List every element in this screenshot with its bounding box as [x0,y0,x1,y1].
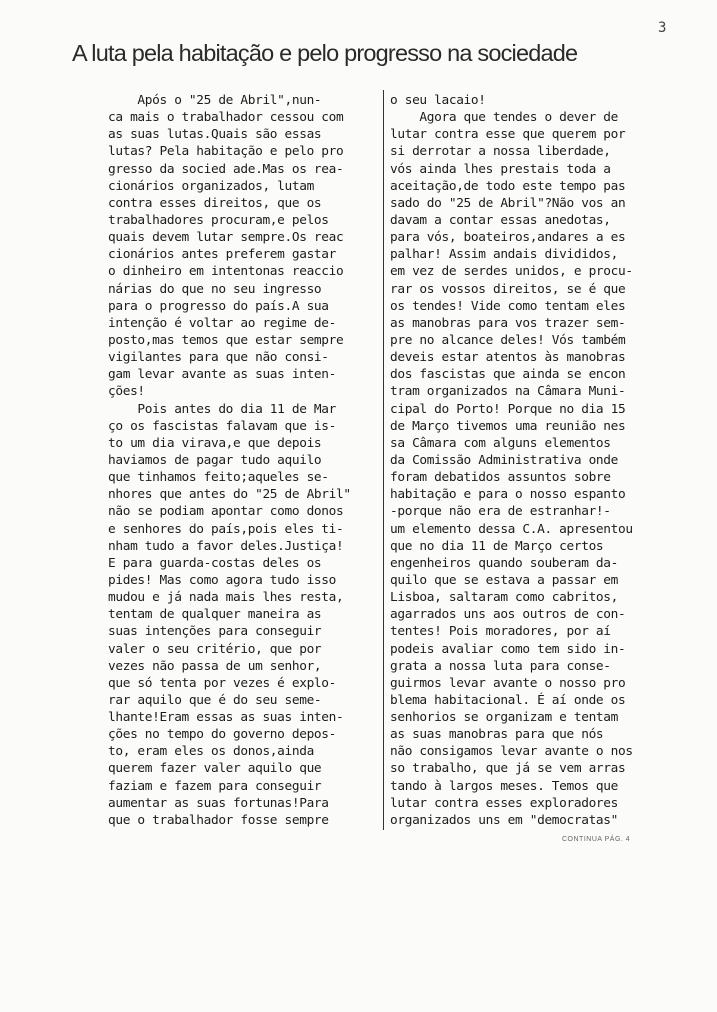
text-line: gresso da socied ade.Mas os rea- [108,161,344,177]
text-line: guirmos levar avante o nosso pro [390,675,626,691]
text-line: blema habitacional. É aí onde os [390,692,626,708]
text-line: lhante!Eram essas as suas inten- [108,710,344,726]
text-line: tram organizados na Câmara Muni- [390,384,626,400]
text-line: cionários organizados, lutam [108,178,314,194]
text-line: sa Câmara com alguns elementos [390,435,611,451]
text-line: habitação e para o nosso espanto [390,487,626,503]
text-line: foram debatidos assuntos sobre [390,470,611,486]
text-line: deveis estar atentos às manobras [390,350,626,366]
text-line: valer o seu critério, que por [108,641,322,657]
text-line: cipal do Porto! Porque no dia 15 [390,401,626,417]
text-line: lutar contra esse que querem por [390,127,626,143]
text-line: querem fazer valer aquilo que [108,761,322,777]
text-line: nham tudo a favor deles.Justiça! [108,538,344,554]
text-line: mudou e já nada mais lhes resta, [108,590,344,606]
text-line: as suas manobras para que nós [390,727,604,743]
text-line: lutas? Pela habitação e pelo pro [108,144,344,160]
text-line: quais devem lutar sempre.Os reac [108,230,344,246]
text-line: to, eram eles os donos,ainda [108,744,314,760]
text-line: faziam e fazem para conseguir [108,778,322,794]
text-line: de Março tivemos uma reunião nes [390,418,626,434]
article-headline: A luta pela habitação e pelo progresso na sociedade [72,40,578,66]
text-line: da Comissão Administrativa onde [390,452,618,468]
text-line: ções! [108,384,145,400]
text-line: suas intenções para conseguir [108,624,322,640]
text-line: que tinhamos feito;aqueles se- [108,470,329,486]
text-line: para vós, boateiros,andares a es [390,230,626,246]
text-line: pides! Mas como agora tudo isso [108,572,336,588]
text-line: gam levar avante as suas inten- [108,367,336,383]
text-line: tentam de qualquer maneira as [108,607,322,623]
text-line: Após o "25 de Abril",nun- [108,93,322,108]
text-line: em vez de serdes unidos, e procu- [390,264,633,280]
text-line: to um dia virava,e que depois [108,435,322,451]
text-line: posto,mas temos que estar sempre [108,332,344,348]
text-line: para o progresso do país.A sua [108,298,329,314]
column-divider [383,90,384,830]
text-line: davam a contar essas anedotas, [390,212,611,228]
text-line: grata a nossa luta para conse- [390,658,611,674]
text-line: senhorios se organizam e tentam [390,710,618,726]
text-line: aumentar as suas fortunas!Para [108,795,329,811]
text-line: nárias do que no seu ingresso [108,281,322,297]
text-line: vós ainda lhes prestais toda a [390,161,611,177]
text-line: ca mais o trabalhador cessou com [108,110,344,126]
text-line: organizados uns em "democratas" [390,812,618,828]
text-line: os tendes! Vide como tentam eles [390,298,626,314]
text-line: Lisboa, saltaram como cabritos, [390,590,618,606]
text-line: agarrados uns aos outros de con- [390,607,626,623]
text-line: as suas lutas.Quais são essas [108,127,322,143]
text-line: vezes não passa de um senhor, [108,658,322,674]
text-line: o seu lacaio! [390,93,486,108]
text-line: as manobras para vos trazer sem- [390,315,626,331]
text-line: não se podiam apontar como donos [108,504,344,520]
text-line: Agora que tendes o dever de [390,110,618,126]
text-line: que o trabalhador fosse sempre [108,812,329,828]
text-line: Pois antes do dia 11 de Mar [108,401,336,417]
text-line: trabalhadores procuram,e pelos [108,212,329,228]
text-line: ções no tempo do governo depos- [108,727,336,743]
text-line: aceitação,de todo este tempo pas [390,178,626,194]
text-line: pre no alcance deles! Vós também [390,332,626,348]
text-line: e senhores do país,pois eles ti- [108,521,344,537]
text-line: haviamos de pagar tudo aquilo [108,452,322,468]
text-line: o dinheiro em intentonas reaccio [108,264,344,280]
text-line: nhores que antes do "25 de Abril" [108,487,351,503]
text-line: ço os fascistas falavam que is- [108,418,336,434]
text-line: vigilantes para que não consi- [108,350,329,366]
text-line: E para guarda-costas deles os [108,555,322,571]
text-line: engenheiros quando souberam da- [390,555,618,571]
left-text-column [108,92,378,829]
page-number: 3 [658,20,667,36]
text-line: um elemento dessa C.A. apresentou [390,521,633,537]
text-line: contra esses direitos, que os [108,195,322,211]
text-line: tentes! Pois moradores, por aí [390,624,611,640]
text-line: quilo que se estava a passar em [390,572,618,588]
text-line: -porque não era de estranhar!- [390,504,611,520]
text-line: que no dia 11 de Março certos [390,538,604,554]
text-line: que só tenta por vezes é explo- [108,675,336,691]
text-line: dos fascistas que ainda se encon [390,367,626,383]
text-line: tando à largos meses. Temos que [390,778,618,794]
text-line: podeis avaliar como tem sido in- [390,641,626,657]
text-line: palhar! Assim andais divididos, [390,247,618,263]
right-text-column [390,92,680,829]
text-line: rar aquilo que é do seu seme- [108,692,322,708]
text-line: so trabalho, que já se vem arras [390,761,626,777]
text-line: não consigamos levar avante o nos [390,744,633,760]
text-line: cionários antes preferem gastar [108,247,336,263]
text-line: si derrotar a nossa liberdade, [390,144,611,160]
text-line: rar os vossos direitos, se é que [390,281,626,297]
text-line: sado do "25 de Abril"?Não vos an [390,195,626,211]
text-line: intenção é voltar ao regime de- [108,315,336,331]
continued-note: CONTINUA PÁG. 4 [562,836,631,843]
text-line: lutar contra esses exploradores [390,795,618,811]
